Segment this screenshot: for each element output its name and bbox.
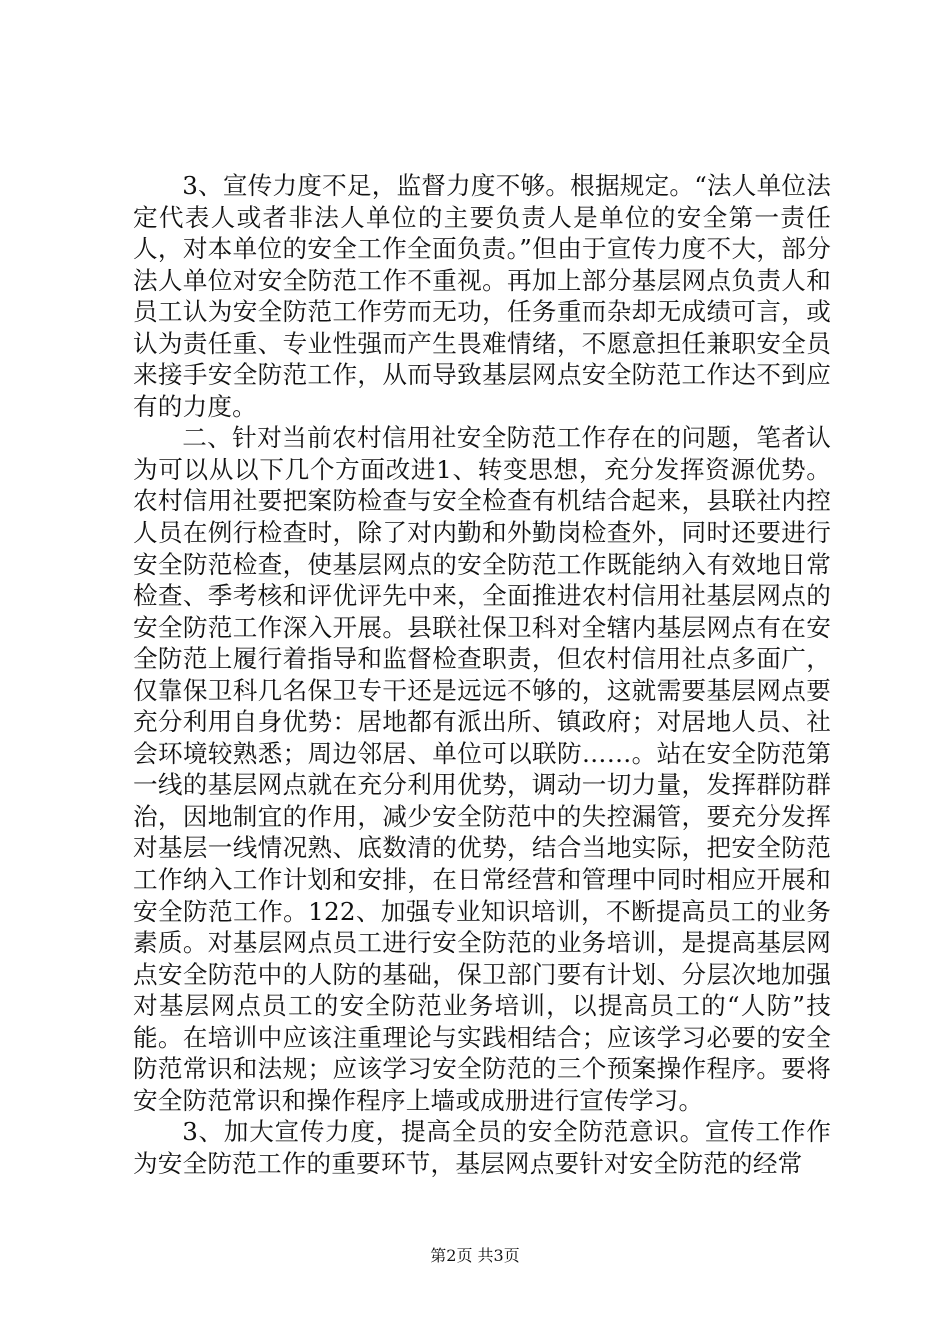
paragraph-publicity-strengthening: 3、加大宣传力度，提高全员的安全防范意识。宣传工作作为安全防范工作的重要环节，基层网点要针对安全防范的经常 bbox=[133, 1117, 831, 1178]
paragraph-publicity-issue: 3、宣传力度不足，监督力度不够。根据规定。“法人单位法定代表人或者非法人单位的主要负责人是单位的安全第一责任人，对本单位的安全工作全面负责。”但由于宣传力度不大，部分法人单位对安全防范工作不重视。再加上部分基层网点负责人和员工认为安全防范工作劳而无功，任务重而杂却无成绩可言，或认为责任重、专业性强而产生畏难情绪，不愿意担任兼职安全员来接手安全防范工作，从而导致基层网点安全防范工作达不到应有的力度。 bbox=[133, 171, 831, 421]
body-text bbox=[133, 170, 831, 1180]
page-number-footer: 第2页 共3页 bbox=[430, 1246, 520, 1265]
paragraph-improvement-measures: 二、针对当前农村信用社安全防范工作存在的问题，笔者认为可以从以下几个方面改进1、转变思想，充分发挥资源优势。农村信用社要把案防检查与安全检查有机结合起来，县联社内控人员在例行检查时，除了对内勤和外勤岗检查外，同时还要进行安全防范检查，使基层网点的安全防范工作既能纳入有效地日常检查、季考核和评优评先中来，全面推进农村信用社基层网点的安全防范工作深入开展。县联社保卫科对全辖内基层网点有在安全防范上履行着指导和监督检查职责，但农村信用社点多面广，仅靠保卫科几名保卫专干还是远远不够的，这就需要基层网点要充分利用自身优势：居地都有派出所、镇政府；对居地人员、社会环境较熟悉；周边邻居、单位可以联防……。站在安全防范第一线的基层网点就在充分利用优势，调动一切力量，发挥群防群治，因地制宜的作用，减少安全防范中的失控漏管，要充分发挥对基层一线情况熟、底数清的优势，结合当地实际，把安全防范工作纳入工作计划和安排，在日常经营和管理中同时相应开展和安全防范工作。122、加强专业知识培训，不断提高员工的业务素质。对基层网点员工进行安全防范的业务培训，是提高基层网点安全防范中的人防的基础，保卫部门要有计划、分层次地加强对基层网点员工的安全防范业务培训，以提高员工的“人防”技能。在培训中应该注重理论与实践相结合；应该学习必要的安全防范常识和法规；应该学习安全防范的三个预案操作程序。要将安全防范常识和操作程序上墙或成册进行宣传学习。 bbox=[133, 423, 831, 1115]
